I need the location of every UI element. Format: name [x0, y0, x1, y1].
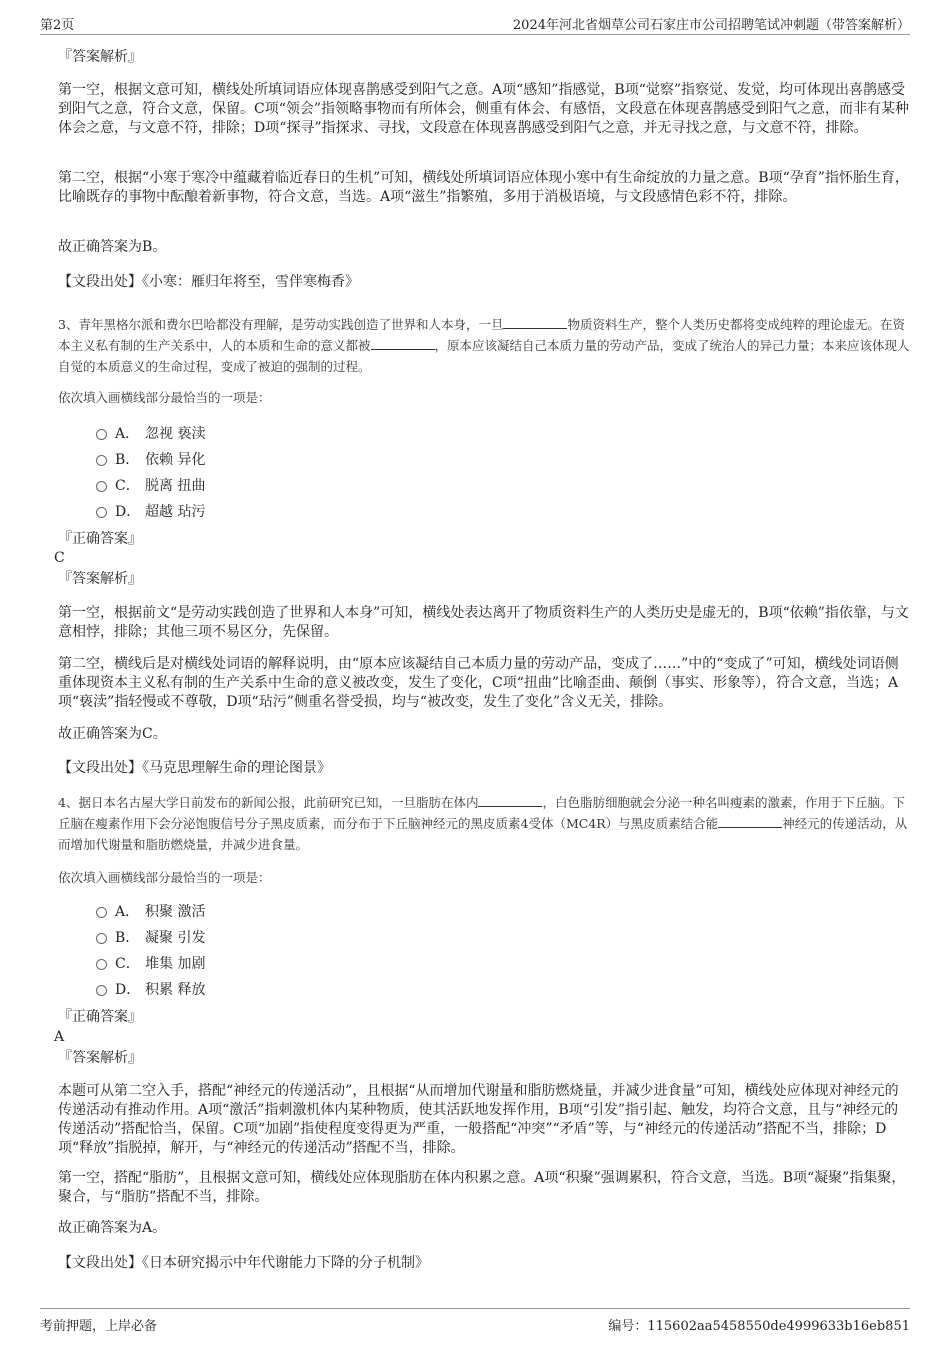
conclusion: 故正确答案为B。 [58, 239, 167, 255]
answer-label: 『正确答案』 [58, 1009, 142, 1025]
answer-blank [718, 815, 782, 828]
analysis-paragraph: 本题可从第二空入手，搭配“神经元的传递活动”，且根据“从而增加代谢量和脂肪燃烧量，并减少进食量”可知，横线处应体现对神经元的传递活动有推动作用。A项“激活”指刺激机体内某种物质，使其活跃地发挥作用，B项“引发”指引起、触发，均符合文意，且与“神经元的传递活动”搭配恰当，保留。C项“加剧”指使程度变得更为严重，一般搭配“冲突”“矛盾”等，与“神经元的传递活动”搭配不当，排除；D项“释放”指脱掉，解开，与“神经元的传递活动”搭配不当，排除。 [58, 1083, 899, 1156]
analysis-paragraph: 第二空，横线后是对横线处词语的解释说明，由“原本应该凝结自己本质力量的劳动产品，变成了……”中的“变成了”可知，横线处词语侧重体现资本主义私有制的生产关系中生命的意义被改变，发生了变化，C项“扭曲”比喻歪曲、颠倒（事实、形象等），符合文意，当选；A项“亵渎”指轻慢或不尊敬，D项“玷污”侧重名誉受损，均与“被改变，发生了变化”含义无关，排除。 [58, 656, 899, 710]
correct-answer: A [54, 1029, 65, 1045]
option-d[interactable]: D． 积累 释放 [96, 980, 205, 1000]
analysis-paragraph: 第一空，根据前文“是劳动实践创造了世界和人本身”可知，横线处表达离开了物质资料生产的人类历史是虚无的，B项“依赖”指依靠，与文意相悖，排除；其他三项不易区分，先保留。 [58, 605, 909, 640]
radio-icon[interactable] [96, 429, 107, 440]
source-citation: 【文段出处】《日本研究揭示中年代谢能力下降的分子机制》 [58, 1255, 429, 1271]
analysis-paragraph: 第一空，搭配“脂肪”，且根据文意可知，横线处应体现脂肪在体内积累之意。A项“积聚”强调累积，符合文意，当选。B项“凝聚”指集聚，聚合，与“脂肪”搭配不当，排除。 [58, 1170, 906, 1205]
answer-blank [478, 794, 542, 807]
question-stem: 3、青年黑格尔派和费尔巴哈都没有理解，是劳动实践创造了世界和人本身，一旦 物质资料生产，整个人类历史都将变成纯粹的理论虚无。在资本主义私有制的生产关系中，人的本质和生命的意义都被 ，原本应该凝结自己本质力量的劳动产品，变成了统治人的异己力量；本来应该体现人自觉的本质意义的生命过程，变成了被迫的强制的过程。 [58, 317, 910, 374]
page-content [40, 44, 910, 1302]
radio-icon[interactable] [96, 959, 107, 970]
conclusion: 故正确答案为A。 [58, 1220, 167, 1236]
answer-label: 『正确答案』 [58, 531, 142, 547]
question-stem: 4、据日本名古屋大学日前发布的新闻公报，此前研究已知，一旦脂肪在体内 ，白色脂肪细胞就会分泌一种名叫瘦素的激素，作用于下丘脑。下丘脑在瘦素作用下会分泌饱腹信号分子黑皮质素，而分布于下丘脑神经元的黑皮质素4受体（MC4R）与黑皮质素结合能 神经元的传递活动，从而增加代谢量和脂肪燃烧量，并减少进食量。 [58, 795, 908, 852]
radio-icon[interactable] [96, 507, 107, 518]
question-prompt: 依次填入画横线部分最恰当的一项是： [58, 870, 271, 885]
option-a[interactable]: A． 忽视 亵渎 [96, 424, 205, 444]
document-id: 编号：115602aa5458550de4999633b16eb851 [608, 1319, 910, 1334]
source-citation: 【文段出处】《马克思理解生命的理论图景》 [58, 760, 331, 776]
radio-icon[interactable] [96, 933, 107, 944]
option-c[interactable]: C． 脱离 扭曲 [96, 476, 205, 496]
correct-answer: C [54, 550, 65, 566]
answer-blank [371, 337, 435, 350]
radio-icon[interactable] [96, 907, 107, 918]
source-citation: 【文段出处】《小寒：雁归年将至，雪伴寒梅香》 [58, 274, 359, 290]
page-number: 第2页 [40, 18, 75, 33]
analysis-paragraph: 第一空，根据文意可知，横线处所填词语应体现喜鹊感受到阳气之意。A项“感知”指感觉，B项“觉察”指察觉、发觉，均可体现出喜鹊感受到阳气之意，符合文意，保留。C项“领会”指领略事物而有所体会，侧重有体会、有感悟，文段意在体现喜鹊感受到阳气之意，而非有某种体会之意，与文意不符，排除；D项“探寻”指探求、寻找，文段意在体现喜鹊感受到阳气之意，并无寻找之意，与文意不符，排除。 [58, 82, 910, 136]
option-a[interactable]: A． 积聚 激活 [96, 902, 205, 922]
analysis-label: 『答案解析』 [58, 1050, 142, 1066]
page-footer [40, 1308, 910, 1335]
page-header [40, 12, 910, 35]
option-d[interactable]: D． 超越 玷污 [96, 502, 205, 522]
conclusion: 故正确答案为C。 [58, 726, 167, 742]
radio-icon[interactable] [96, 455, 107, 466]
document-title: 2024年河北省烟草公司石家庄市公司招聘笔试冲刺题（带答案解析） [512, 18, 910, 33]
option-c[interactable]: C． 堆集 加剧 [96, 954, 205, 974]
radio-icon[interactable] [96, 985, 107, 996]
option-b[interactable]: B． 依赖 异化 [96, 450, 205, 470]
analysis-label: 『答案解析』 [58, 571, 142, 587]
radio-icon[interactable] [96, 481, 107, 492]
analysis-paragraph: 第二空，根据“小寒于寒冷中蕴藏着临近春日的生机”可知，横线处所填词语应体现小寒中有生命绽放的力量之意。B项“孕育”指怀胎生育，比喻既存的事物中酝酿着新事物，符合文意，当选。A项“滋生”指繁殖，多用于消极语境，与文段感情色彩不符，排除。 [58, 170, 909, 205]
answer-blank [503, 316, 567, 329]
footer-slogan: 考前押题，上岸必备 [40, 1319, 158, 1334]
question-prompt: 依次填入画横线部分最恰当的一项是： [58, 390, 271, 405]
analysis-label: 『答案解析』 [58, 49, 142, 65]
option-b[interactable]: B． 凝聚 引发 [96, 928, 205, 948]
